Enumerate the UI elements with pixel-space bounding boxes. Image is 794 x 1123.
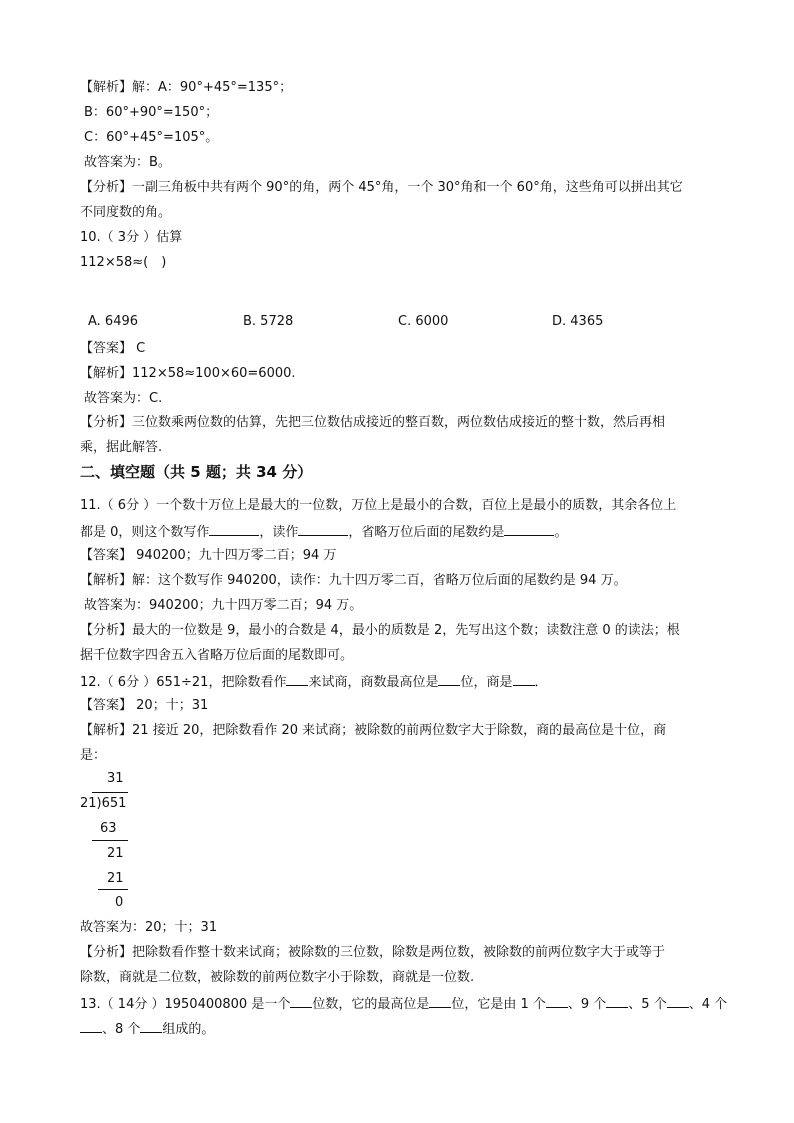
q11-line2 (80, 521, 567, 543)
answer-blank (504, 521, 554, 536)
q9-line-b: B：60°+90°=150°； (84, 105, 219, 120)
label: 【解析】 (80, 723, 133, 738)
q10-fenxi-cont: 乘，据此解答. (80, 440, 163, 455)
text: 组成的。 (162, 1022, 215, 1037)
text: ． (534, 675, 548, 690)
q9-fenxi-cont: 不同度数的角。 (80, 205, 172, 220)
text: 把除数看作整十数来试商；被除数的三位数，除数是两位数，被除数的前两位数字大于或等于 (132, 945, 666, 960)
q12-jiexi-cont: 是： (80, 748, 107, 763)
q11-daan (80, 546, 336, 566)
text: 位数，它的最高位是 (312, 997, 430, 1012)
q10-header: 10.（ 3分 ）估算 (80, 230, 183, 245)
text: 来试商，商数最高位是 (308, 675, 439, 690)
q12-answer: 故答案为：20；十；31 (80, 920, 218, 935)
label: 【答案】 (80, 341, 133, 356)
label: 【分析】 (80, 945, 133, 960)
division-line (92, 840, 128, 841)
label: 【答案】 (80, 548, 133, 563)
division-step2: 21 (107, 846, 124, 861)
q9-fenxi (80, 178, 683, 198)
text: 都是 0，则这个数写作 (80, 525, 210, 540)
text: 13.（ 14分 ）1950400800 是一个 (80, 997, 291, 1012)
answer-blank (667, 993, 689, 1008)
division-step1: 63 (100, 821, 117, 836)
answer-blank (80, 1018, 102, 1033)
division-remainder: 0 (115, 895, 124, 910)
q12-fenxi (80, 943, 665, 963)
text: 940200；九十四万零二百；94 万 (136, 548, 337, 563)
q9-line-c: C：60°+45°=105°。 (84, 130, 219, 145)
text: ，读作 (259, 525, 299, 540)
q10-option-d: D. 4365 (552, 314, 604, 329)
text: 解：A：90°+45°=135°； (132, 80, 293, 95)
q10-option-a: A. 6496 (88, 314, 139, 329)
text: 最大的一位数是 9，最小的合数是 4，最小的质数是 2，先写出这个数；读数注意 0 的读法；根 (132, 623, 680, 638)
answer-blank (606, 993, 628, 1008)
q11-jiexi (80, 571, 627, 591)
division-line (92, 792, 128, 793)
text: 、8 个 (102, 1022, 141, 1037)
division-quotient: 31 (107, 771, 124, 786)
division-divisor-dividend: 21)651 (80, 796, 127, 811)
text: ，省略万位后面的尾数约是 (348, 525, 505, 540)
answer-blank (438, 671, 460, 686)
text: C (136, 341, 146, 356)
answer-blank (209, 521, 259, 536)
answer-blank (290, 993, 312, 1008)
q12-line1 (80, 671, 548, 693)
text: 。 (554, 525, 568, 540)
q9-jiexi (80, 78, 292, 98)
q10-daan (80, 339, 145, 359)
text: 位，商是 (460, 675, 513, 690)
q10-expr: 112×58≈( ) (80, 255, 167, 270)
q10-answer: 故答案为：C. (84, 391, 163, 406)
label: 【解析】 (80, 366, 133, 381)
answer-blank (546, 993, 568, 1008)
label: 【分析】 (80, 180, 133, 195)
label: 【解析】 (80, 573, 133, 588)
q10-option-c: C. 6000 (398, 314, 449, 329)
answer-blank (298, 521, 348, 536)
answer-blank (429, 993, 451, 1008)
text: 21 接近 20，把除数看作 20 来试商；被除数的前两位数字大于除数，商的最高位是十位，商 (132, 723, 667, 738)
q9-answer: 故答案为：B。 (84, 155, 171, 170)
label: 【答案】 (80, 698, 133, 713)
q12-fenxi-cont: 除数，商就是二位数，被除数的前两位数字小于除数，商就是一位数. (80, 970, 475, 985)
text: 三位数乘两位数的估算，先把三位数估成接近的整百数，两位数估成接近的整十数，然后再相 (132, 415, 666, 430)
answer-blank (140, 1018, 162, 1033)
q11-fenxi-cont: 据千位数字四舍五入省略万位后面的尾数即可。 (80, 648, 354, 663)
q12-daan (80, 696, 208, 716)
text: 、9 个 (567, 997, 607, 1012)
q13-line1 (80, 993, 727, 1015)
label: 【解析】 (80, 80, 133, 95)
text: 112×58≈100×60=6000. (132, 366, 296, 381)
q13-line2 (80, 1018, 214, 1040)
text: 、5 个 (628, 997, 667, 1012)
text: 、4 个 (688, 997, 728, 1012)
q11-answer: 故答案为：940200；九十四万零二百；94 万。 (84, 598, 363, 613)
text: 12.（ 6分 ）651÷21，把除数看作 (80, 675, 287, 690)
text: 位，它是由 1 个 (451, 997, 546, 1012)
q10-jiexi (80, 364, 296, 384)
q10-fenxi (80, 413, 665, 433)
text: 解：这个数写作 940200，读作：九十四万零二百，省略万位后面的尾数约是 94 万。 (132, 573, 627, 588)
section-title: 二、填空题（共 5 题；共 34 分） (80, 463, 313, 481)
q11-line1: 11.（ 6分 ）一个数十万位上是最大的一位数，万位上是最小的合数，百位上是最小的质数，其余各位上 (80, 498, 677, 513)
text: 20；十；31 (136, 698, 209, 713)
answer-blank (513, 671, 535, 686)
answer-blank (286, 671, 308, 686)
division-line (98, 889, 128, 890)
q12-jiexi (80, 721, 666, 741)
label: 【分析】 (80, 623, 133, 638)
q11-fenxi (80, 621, 680, 641)
text: 一副三角板中共有两个 90°的角，两个 45°角，一个 30°角和一个 60°角，这些角可以拼出其它 (132, 180, 683, 195)
division-step3: 21 (107, 871, 124, 886)
label: 【分析】 (80, 415, 133, 430)
q10-option-b: B. 5728 (243, 314, 294, 329)
